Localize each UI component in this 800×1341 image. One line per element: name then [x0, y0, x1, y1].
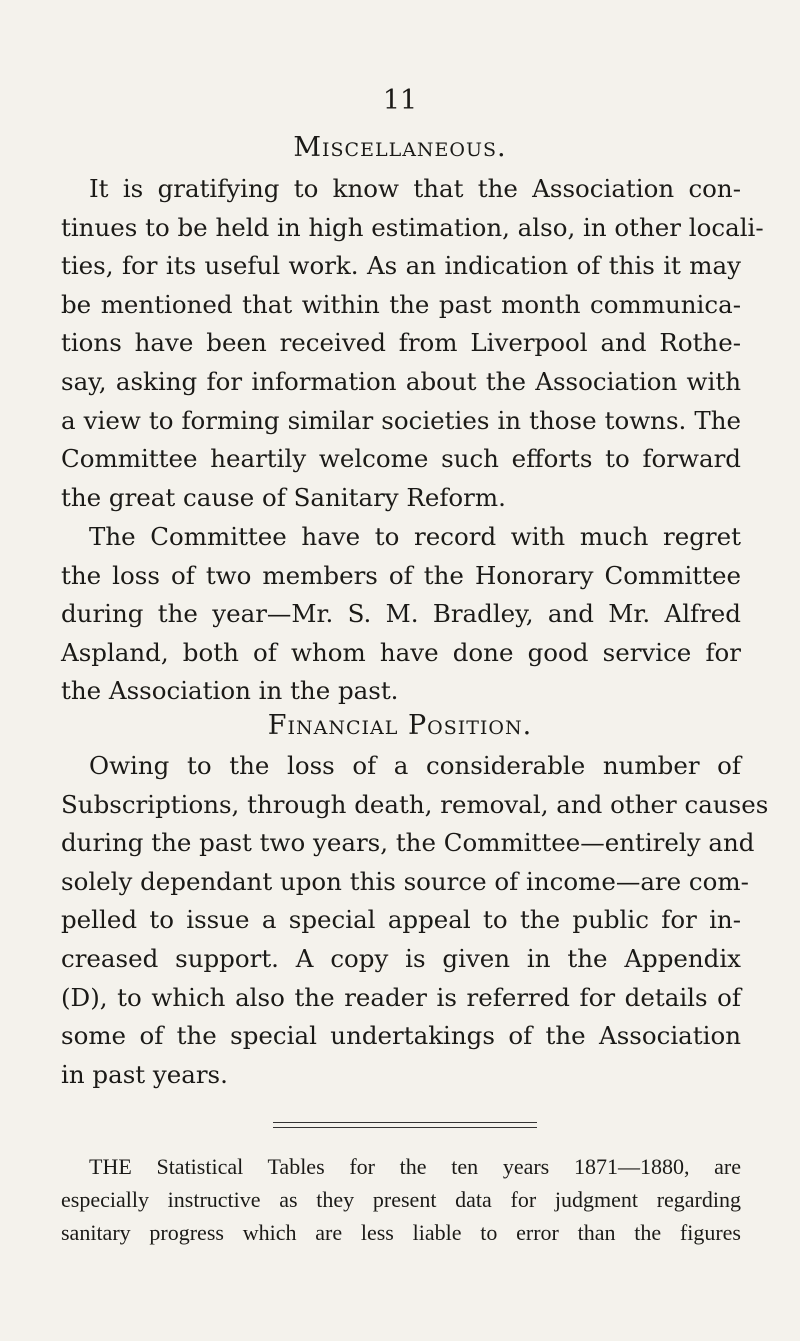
heading-text: Miscellaneous.	[293, 132, 507, 163]
text-line: Owing to the loss of a considerable number of	[89, 751, 741, 780]
paragraph-committee-loss	[61, 518, 741, 711]
page-number: 11	[382, 85, 418, 116]
text-line: a view to forming similar societies in those towns. The	[61, 405, 741, 435]
text-line: Subscriptions, through death, removal, and other causes	[61, 789, 769, 819]
text-line: (D), to which also the reader is referred for details of	[61, 982, 741, 1012]
statistical-tables-note	[61, 1150, 741, 1249]
text-line: The Committee have to record with much regret	[89, 522, 741, 551]
text-line: in past years.	[61, 1059, 228, 1089]
section-heading-miscellaneous	[0, 132, 800, 164]
text-line: especially instructive as they present data for judgment regarding	[61, 1187, 741, 1212]
text-line: during the year—Mr. S. M. Bradley, and Mr. Alfred	[61, 599, 741, 629]
text-line: It is gratifying to know that the Association con-	[89, 174, 741, 203]
text-line: be mentioned that within the past month communica-	[61, 289, 741, 319]
text-line: pelled to issue a special appeal to the public for in-	[61, 905, 741, 935]
paragraph-association-esteem	[61, 170, 764, 517]
text-line: the loss of two members of the Honorary Committee	[61, 560, 741, 590]
text-line: sanitary progress which are less liable to error than the figures	[61, 1220, 741, 1245]
section-divider	[273, 1127, 537, 1128]
text-line: tions have been received from Liverpool and Rothe-	[61, 328, 741, 358]
text-line: ties, for its useful work. As an indication of this it may	[61, 251, 741, 281]
text-line: Committee heartily welcome such efforts to forward	[61, 444, 741, 474]
section-heading-financial-position	[0, 710, 800, 742]
heading-text: Financial Position.	[267, 710, 533, 741]
text-line: creased support. A copy is given in the Appendix	[61, 943, 741, 973]
text-line: tinues to be held in high estimation, also, in other locali-	[61, 212, 764, 242]
section-divider	[273, 1122, 537, 1123]
text-line: during the past two years, the Committee—entirely and	[61, 828, 755, 858]
paragraph-special-appeal	[61, 747, 769, 1094]
text-line: Aspland, both of whom have done good service for	[61, 637, 741, 667]
text-line: the great cause of Sanitary Reform.	[61, 482, 506, 512]
text-line: solely dependant upon this source of income—are com-	[61, 866, 749, 896]
text-line: THE Statistical Tables for the ten years 1871—1880, are	[89, 1154, 741, 1179]
text-line: some of the special undertakings of the Association	[61, 1021, 741, 1051]
text-line: say, asking for information about the Association with	[61, 366, 741, 396]
text-line: the Association in the past.	[61, 676, 399, 706]
